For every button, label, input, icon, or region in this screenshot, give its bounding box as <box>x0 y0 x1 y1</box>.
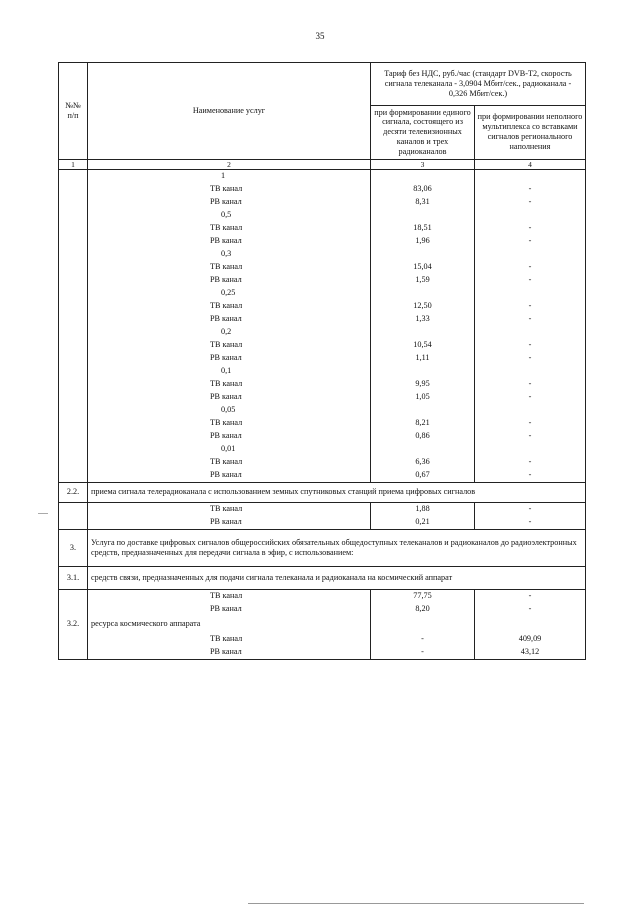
table-row <box>59 378 586 391</box>
tariff-value-col4: - <box>475 313 586 326</box>
table-row <box>59 443 586 456</box>
tariff-value-col3: 83,06 <box>371 183 475 196</box>
tariff-value-col3 <box>371 169 475 183</box>
table-row <box>59 274 586 287</box>
tariff-value-col3 <box>371 365 475 378</box>
section-title: ресурса космического аппарата <box>88 616 371 633</box>
tariff-value-col3: 1,33 <box>371 313 475 326</box>
channel-label: ТВ канал <box>88 339 371 352</box>
tariff-value-col3: 1,59 <box>371 274 475 287</box>
row-number <box>59 417 88 430</box>
table-row <box>59 603 586 616</box>
channel-label: ТВ канал <box>88 222 371 235</box>
tariff-value-col3 <box>371 404 475 417</box>
tariff-value-col4: - <box>475 378 586 391</box>
row-number <box>59 469 88 483</box>
tariff-value-col4 <box>475 287 586 300</box>
row-number <box>59 603 88 616</box>
row-number <box>59 326 88 339</box>
channel-label: ТВ канал <box>88 261 371 274</box>
col-num-header: №№ п/п <box>59 63 88 160</box>
table-row <box>59 365 586 378</box>
level-value: 0,2 <box>88 326 371 339</box>
tariff-value-col4: 409,09 <box>475 633 586 646</box>
tariff-value-col4 <box>475 616 586 633</box>
level-value: 0,05 <box>88 404 371 417</box>
tariff-value-col4 <box>475 365 586 378</box>
table-row <box>59 235 586 248</box>
tariff-value-col4: - <box>475 339 586 352</box>
section-number: 3.1. <box>59 566 88 589</box>
tariff-value-col4: - <box>475 589 586 603</box>
row-number <box>59 378 88 391</box>
table-row <box>59 287 586 300</box>
table-row <box>59 196 586 209</box>
row-number <box>59 633 88 646</box>
table-row <box>59 391 586 404</box>
level-value: 0,01 <box>88 443 371 456</box>
level-value: 1 <box>88 169 371 183</box>
col-name-header: Наименование услуг <box>88 63 371 160</box>
tariff-value-col3: 9,95 <box>371 378 475 391</box>
row-number <box>59 222 88 235</box>
channel-label: РВ канал <box>88 516 371 530</box>
row-number <box>59 248 88 261</box>
row-number <box>59 196 88 209</box>
tariff-value-col3: - <box>371 646 475 660</box>
tariff-value-col3: 6,36 <box>371 456 475 469</box>
tariff-value-col4: - <box>475 352 586 365</box>
channel-label: РВ канал <box>88 430 371 443</box>
table-row <box>59 300 586 313</box>
tariff-value-col4: - <box>475 261 586 274</box>
tariff-value-col3: 12,50 <box>371 300 475 313</box>
table-row <box>59 566 586 589</box>
channel-label: ТВ канал <box>88 633 371 646</box>
row-number <box>59 235 88 248</box>
row-number <box>59 516 88 530</box>
tariff-value-col3: 8,20 <box>371 603 475 616</box>
table-row <box>59 339 586 352</box>
tariff-value-col3: 1,11 <box>371 352 475 365</box>
section-title: средств связи, предназначенных для подачи сигнала телеканала и радиоканала на космический аппарат <box>88 566 586 589</box>
tariff-value-col4 <box>475 248 586 261</box>
col-number: 4 <box>475 159 586 169</box>
row-number <box>59 169 88 183</box>
table-row <box>59 529 586 566</box>
col-number: 1 <box>59 159 88 169</box>
col3-header: при формировании единого сигнала, состоящего из десяти телевизионных каналов и трех радиоканалов <box>371 105 475 159</box>
tariff-value-col3: 18,51 <box>371 222 475 235</box>
col-number: 2 <box>88 159 371 169</box>
row-number <box>59 274 88 287</box>
section-title: приема сигнала телерадиоканала с использованием земных спутниковых станций приема цифровых сигналов <box>88 482 586 502</box>
tariff-value-col3: 0,21 <box>371 516 475 530</box>
channel-label: РВ канал <box>88 196 371 209</box>
tariff-value-col4: - <box>475 222 586 235</box>
channel-label: ТВ канал <box>88 300 371 313</box>
tariff-value-col4: - <box>475 196 586 209</box>
tariff-value-col3: 0,86 <box>371 430 475 443</box>
channel-label: РВ канал <box>88 646 371 660</box>
row-number <box>59 646 88 660</box>
table-row <box>59 352 586 365</box>
channel-label: РВ канал <box>88 469 371 483</box>
row-number <box>59 430 88 443</box>
tariff-value-col4 <box>475 404 586 417</box>
row-number <box>59 391 88 404</box>
section-title: Услуга по доставке цифровых сигналов общероссийских обязательных общедоступных телеканалов и радиоканалов до радиоэлектронных средств, предназначенных для передачи сигнала в эфир, с использованием: <box>88 529 586 566</box>
tariff-value-col3: 8,31 <box>371 196 475 209</box>
tariff-value-col3: 0,67 <box>371 469 475 483</box>
channel-label: РВ канал <box>88 274 371 287</box>
channel-label: ТВ канал <box>88 589 371 603</box>
row-number <box>59 261 88 274</box>
tariff-value-col3: 77,75 <box>371 589 475 603</box>
table-row <box>59 430 586 443</box>
tariff-value-col4: - <box>475 603 586 616</box>
table-row <box>59 469 586 483</box>
row-number <box>59 404 88 417</box>
tariff-value-col3: 1,88 <box>371 502 475 516</box>
tariff-table <box>58 62 586 660</box>
table-row <box>59 633 586 646</box>
level-value: 0,1 <box>88 365 371 378</box>
col4-header: при формировании неполного мультиплекса со вставками сигналов регионального наполнения <box>475 105 586 159</box>
tariff-value-col3: - <box>371 633 475 646</box>
tariff-value-col4: - <box>475 516 586 530</box>
table-row <box>59 313 586 326</box>
table-row <box>59 456 586 469</box>
tariff-header: Тариф без НДС, руб./час (стандарт DVB-T2, скорость сигнала телеканала - 3,0904 Мбит/сек., радиоканала - 0,326 Мбит/сек.) <box>371 63 586 106</box>
table-row <box>59 417 586 430</box>
channel-label: ТВ канал <box>88 183 371 196</box>
tariff-value-col4 <box>475 169 586 183</box>
table-row <box>59 616 586 633</box>
tariff-value-col4: - <box>475 183 586 196</box>
page-number: 35 <box>315 31 325 41</box>
row-number <box>59 313 88 326</box>
tariff-value-col4: - <box>475 430 586 443</box>
tariff-value-col4: - <box>475 391 586 404</box>
tariff-value-col3: 1,05 <box>371 391 475 404</box>
row-number <box>59 456 88 469</box>
tariff-value-col4 <box>475 209 586 222</box>
col-number: 3 <box>371 159 475 169</box>
tariff-value-col3 <box>371 443 475 456</box>
tariff-value-col4: - <box>475 274 586 287</box>
row-number <box>59 183 88 196</box>
tariff-value-col3: 1,96 <box>371 235 475 248</box>
tariff-value-col4: - <box>475 417 586 430</box>
footer-line <box>248 903 584 904</box>
table-row <box>59 646 586 660</box>
table-row <box>59 169 586 183</box>
row-number <box>59 339 88 352</box>
row-number <box>59 287 88 300</box>
tariff-value-col3: 8,21 <box>371 417 475 430</box>
level-value: 0,3 <box>88 248 371 261</box>
table-row <box>59 261 586 274</box>
table-row <box>59 589 586 603</box>
table-row <box>59 502 586 516</box>
margin-mark <box>38 513 48 514</box>
channel-label: РВ канал <box>88 391 371 404</box>
tariff-value-col3: 15,04 <box>371 261 475 274</box>
channel-label: ТВ канал <box>88 502 371 516</box>
tariff-value-col4: 43,12 <box>475 646 586 660</box>
tariff-value-col4 <box>475 443 586 456</box>
tariff-value-col4: - <box>475 235 586 248</box>
table-row <box>59 222 586 235</box>
table-row <box>59 404 586 417</box>
tariff-value-col4: - <box>475 300 586 313</box>
channel-label: ТВ канал <box>88 456 371 469</box>
section-number: 3. <box>59 529 88 566</box>
channel-label: ТВ канал <box>88 378 371 391</box>
table-row <box>59 209 586 222</box>
tariff-value-col3: 10,54 <box>371 339 475 352</box>
channel-label: РВ канал <box>88 313 371 326</box>
table-row <box>59 326 586 339</box>
channel-label: ТВ канал <box>88 417 371 430</box>
level-value: 0,5 <box>88 209 371 222</box>
tariff-value-col3 <box>371 248 475 261</box>
row-number <box>59 300 88 313</box>
tariff-value-col3 <box>371 616 475 633</box>
level-value: 0,25 <box>88 287 371 300</box>
channel-label: РВ канал <box>88 235 371 248</box>
tariff-value-col4: - <box>475 456 586 469</box>
row-number <box>59 443 88 456</box>
row-number <box>59 365 88 378</box>
row-number <box>59 209 88 222</box>
tariff-value-col3 <box>371 326 475 339</box>
channel-label: РВ канал <box>88 603 371 616</box>
section-number: 2.2. <box>59 482 88 502</box>
table-row <box>59 183 586 196</box>
row-number <box>59 502 88 516</box>
tariff-value-col4: - <box>475 469 586 483</box>
section-number: 3.2. <box>59 616 88 633</box>
channel-label: РВ канал <box>88 352 371 365</box>
tariff-value-col3 <box>371 209 475 222</box>
tariff-value-col3 <box>371 287 475 300</box>
tariff-value-col4: - <box>475 502 586 516</box>
table-row <box>59 248 586 261</box>
table-row <box>59 516 586 530</box>
table-row <box>59 482 586 502</box>
row-number <box>59 589 88 603</box>
row-number <box>59 352 88 365</box>
tariff-value-col4 <box>475 326 586 339</box>
